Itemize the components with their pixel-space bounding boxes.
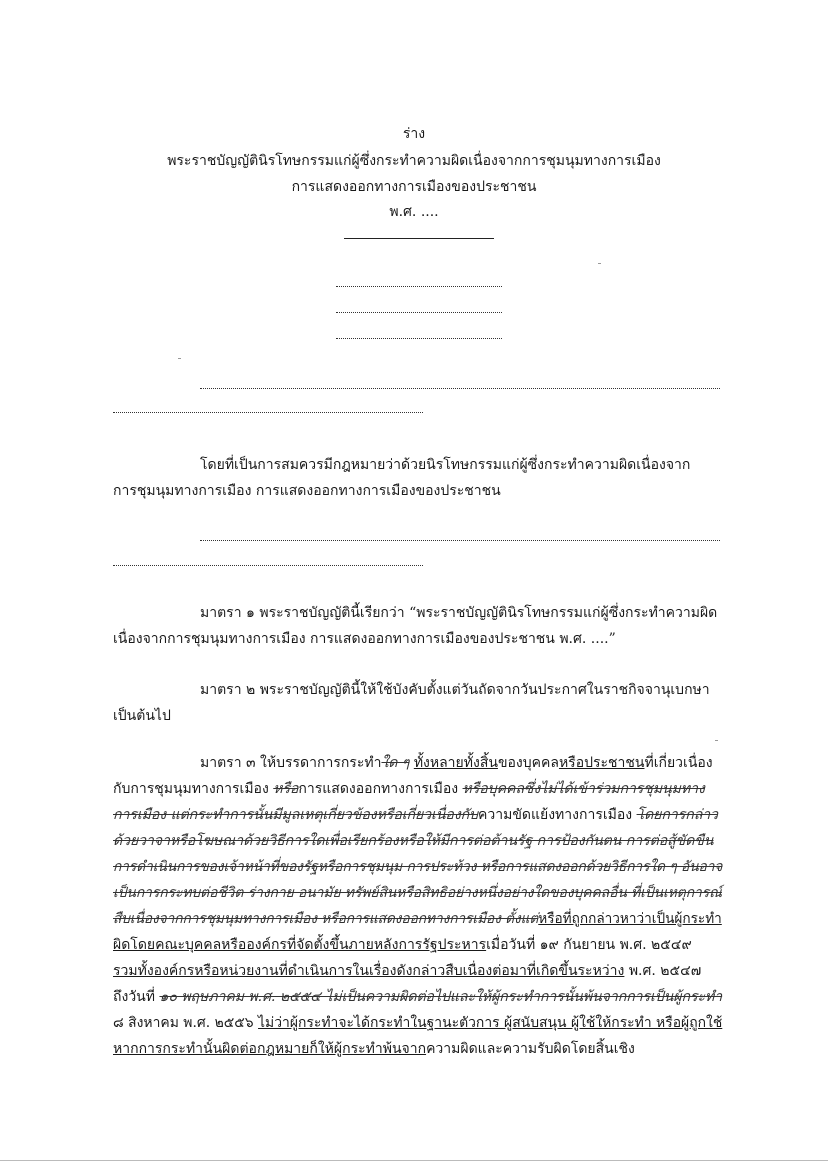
section-3-line-2: กับการชุมนุมทางการเมือง หรือการแสดงออกทางการเมือง หรือบุคคลซึ่งไม่ได้เข้าร่วมการชุมนุมทาง [113, 781, 705, 797]
section-1-line-2: เนื่องจากการชุมนุมทางการเมือง การแสดงออกทางการเมืองของประชาชน พ.ศ. ....” [113, 631, 616, 647]
section-3-line-4: ด้วยวาจาหรือโฆษณาด้วยวิธีการใดเพื่อเรียกร้องหรือให้มีการต่อต้านรัฐ การป้องกันตน การต่อสู้ขัดขืน [113, 833, 714, 849]
section-3-line-7: สืบเนื่องจากการชุมนุมทางการเมือง หรือการแสดงออกทางการเมือง ตั้งแต่หรือที่ถูกกล่าวหาว่าเป็นผู้กระทำ [113, 911, 722, 927]
title-line-1: พระราชบัญญัตินิรโทษกรรมแก่ผู้ซึ่งกระทำความผิดเนื่องจากการชุมนุมทางการเมือง [167, 153, 661, 169]
scan-speck [598, 263, 601, 264]
draft-label: ร่าง [402, 126, 426, 142]
section-3-line-12: หากการกระทำนั้นผิดต่อกฎหมายก็ให้ผู้กระทำพ้นจากความผิดและความรับผิดโดยสิ้นเชิง [113, 1041, 635, 1057]
section-3-line-6: เป็นการกระทบต่อชีวิต ร่างกาย อนามัย ทรัพย์สินหรือสิทธิอย่างหนึ่งอย่างใดของบุคคลอื่น ที่เป็นเหตุการณ์ [113, 885, 722, 901]
scan-speck [178, 358, 181, 359]
blank-line [113, 565, 423, 566]
section-3-line-10: ถึงวันที่ ๑๐ พฤษภาคม พ.ศ. ๒๕๕๔ ไม่เป็นความผิดต่อไปและให้ผู้กระทำการนั้นพ้นจากการเป็นผู้กระทำ [113, 989, 723, 1005]
blank-line [336, 338, 502, 339]
section-3-line-8: ผิดโดยคณะบุคคลหรือองค์กรที่จัดตั้งขึ้นภายหลังการรัฐประหารเมื่อวันที่ ๑๙ กันยายน พ.ศ. ๒๕๔๙ [113, 937, 692, 953]
blank-line [113, 412, 423, 413]
section-2-line-1: มาตรา ๒ พระราชบัญญัตินี้ให้ใช้บังคับตั้งแต่วันถัดจากวันประกาศในราชกิจจานุเบกษา [200, 682, 710, 698]
scan-edge [0, 1160, 828, 1161]
blank-line [336, 286, 502, 287]
title-underline [344, 238, 494, 239]
section-3-line-9: รวมทั้งองค์กรหรือหน่วยงานที่ดำเนินการในเรื่องดังกล่าวสืบเนื่องต่อมาที่เกิดขึ้นระหว่าง พ.ศ. ๒๕๔๗ [113, 963, 702, 979]
blank-line [200, 388, 720, 389]
section-2-line-2: เป็นต้นไป [113, 708, 171, 724]
section-1-line-1: มาตรา ๑ พระราชบัญญัตินี้เรียกว่า “พระราชบัญญัตินิรโทษกรรมแก่ผู้ซึ่งกระทำความผิด [200, 605, 718, 621]
blank-line [200, 540, 720, 541]
preamble-line-2: การชุมนุมทางการเมือง การแสดงออกทางการเมืองของประชาชน [113, 483, 501, 499]
title-line-2: การแสดงออกทางการเมืองของประชาชน [291, 179, 537, 195]
blank-line [336, 312, 502, 313]
scan-speck [715, 740, 718, 741]
section-3-line-11: ๘ สิงหาคม พ.ศ. ๒๕๕๖ ไม่ว่าผู้กระทำจะได้กระทำในฐานะตัวการ ผู้สนับสนุน ผู้ใช้ให้กระทำ หรือผู้ถูกใช้ [113, 1015, 723, 1031]
section-3-line-3: การเมือง แต่กระทำการนั้นมีมูลเหตุเกี่ยวข้องหรือเกี่ยวเนื่องกับความขัดแย้งทางการเมือง โดยการกล่าว [113, 807, 719, 823]
year-line: พ.ศ. .... [389, 204, 439, 220]
preamble-line-1: โดยที่เป็นการสมควรมีกฎหมายว่าด้วยนิรโทษกรรมแก่ผู้ซึ่งกระทำความผิดเนื่องจาก [200, 457, 691, 473]
section-3-line-5: การดำเนินการของเจ้าหน้าที่ของรัฐหรือการชุมนุม การประท้วง หรือการแสดงออกด้วยวิธีการใด ๆ อันอาจ [113, 859, 723, 875]
section-3-line-1: มาตรา ๓ ให้บรรดาการกระทำใด ๆ ทั้งหลายทั้งสิ้นของบุคคลหรือประชาชนที่เกี่ยวเนื่อง [200, 755, 713, 771]
